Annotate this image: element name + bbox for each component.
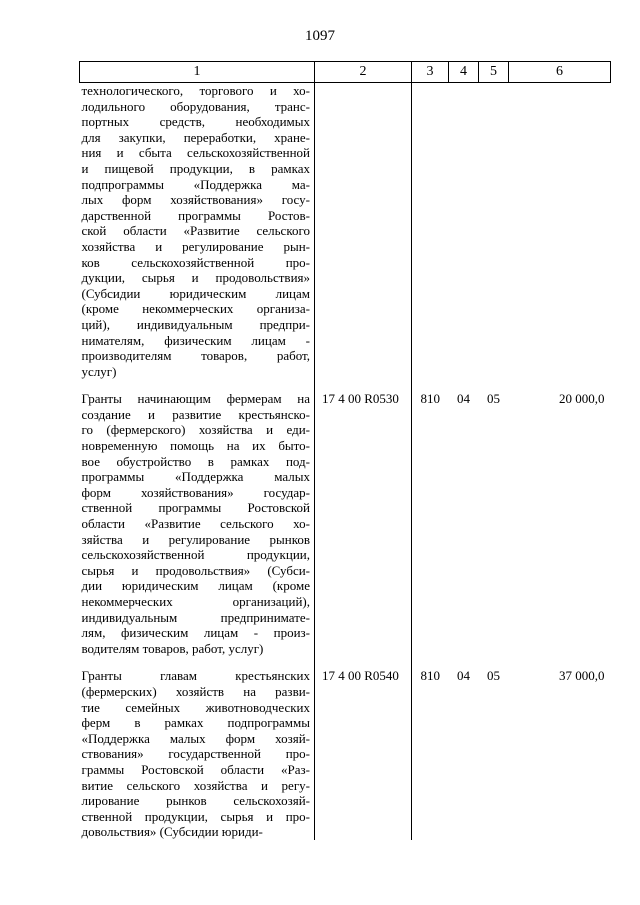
description-line: технологического, торгового и хо- <box>81 83 310 98</box>
header-cell: 1 <box>80 62 315 83</box>
description-line: Гранты главам крестьянских <box>81 668 310 684</box>
description-line: Гранты начинающим фермерам на <box>81 391 310 407</box>
description-line: услуг) <box>81 363 117 379</box>
description-line: подпрограммы «Поддержка ма- <box>81 176 310 192</box>
description-line: лям, физическим лицам - произ- <box>81 625 310 641</box>
rz-cell <box>449 83 479 380</box>
vr-cell: 810 <box>420 668 440 684</box>
budget-table <box>79 61 611 840</box>
header-cell: 3 <box>412 62 449 83</box>
description-line: ственной программы Ростовской <box>81 500 310 516</box>
description-line: ской области «Развитие сельского <box>81 223 310 239</box>
row-spacer <box>80 656 611 668</box>
description-line: программы «Поддержка малых <box>81 469 310 485</box>
description-line: производителям товаров, работ, <box>81 348 310 364</box>
description-cell <box>80 668 315 840</box>
description-cell <box>80 391 315 656</box>
description-line: форм хозяйствования» государ- <box>81 484 310 500</box>
rz-cell: 04 <box>457 668 470 684</box>
description-line: нимателям, физическим лицам - <box>81 332 310 348</box>
amount-cell: 20 000,0 <box>559 391 605 407</box>
table-row <box>80 391 611 656</box>
description-line: ственной продукции, сырья и про- <box>81 808 310 824</box>
description-line: сельскохозяйственной продукции, <box>81 547 310 563</box>
description-line: некоммерческих организаций), <box>81 594 310 609</box>
code-cell <box>315 83 412 380</box>
amount-cell: 37 000,0 <box>559 668 605 684</box>
header-cell: 5 <box>479 62 509 83</box>
pr-cell: 05 <box>487 391 500 407</box>
description-line: ствования» государственной про- <box>81 746 310 762</box>
rz-cell: 04 <box>457 391 470 407</box>
amount-cell <box>509 83 611 380</box>
description-line: для закупки, переработки, хране- <box>81 129 310 145</box>
description-line: зяйства и регулирование рынков <box>81 531 310 547</box>
description-line: ния и сбыта сельскохозяйственной <box>81 145 310 161</box>
description-line: «Поддержка малых форм хозяй- <box>81 730 310 746</box>
code-cell: 17 4 00 R0540 <box>315 668 412 840</box>
code-cell: 17 4 00 R0530 <box>315 391 412 656</box>
description-line: вое обустройство в рамках под- <box>81 453 310 469</box>
description-line: (фермерских) хозяйств на разви- <box>81 683 310 699</box>
description-line: (Субсидии юридическим лицам <box>81 285 310 301</box>
description-line: водителям товаров, работ, услуг) <box>81 640 264 656</box>
header-cell: 4 <box>449 62 479 83</box>
description-line: создание и развитие крестьянско- <box>81 406 310 422</box>
description-line: сырья и продовольствия» (Субси- <box>81 562 310 578</box>
vr-cell <box>412 83 449 380</box>
description-line: индивидуальным предпринимате- <box>81 609 310 625</box>
table-row <box>80 668 611 840</box>
description-line: (кроме некоммерческих организа- <box>81 301 310 317</box>
description-cell <box>80 83 315 380</box>
description-line: витие сельского хозяйства и регу- <box>81 777 310 793</box>
row-spacer <box>80 379 611 391</box>
description-line: хозяйства и регулирование рын- <box>81 238 310 254</box>
description-line: дукции, сырья и продовольствия» <box>81 270 310 286</box>
description-line: тие семейных животноводческих <box>81 699 310 715</box>
header-cell: 2 <box>315 62 412 83</box>
description-line: портных средств, необходимых <box>81 114 310 130</box>
description-line: го (фермерского) хозяйства и еди- <box>81 422 310 438</box>
description-line: дарственной программы Ростов- <box>81 207 310 223</box>
header-row <box>80 62 611 83</box>
pr-cell <box>479 83 509 380</box>
description-line: лодильного оборудования, транс- <box>81 98 310 114</box>
description-line: лых форм хозяйствования» госу- <box>81 192 310 208</box>
description-line: ций), индивидуальным предпри- <box>81 316 310 332</box>
table-row <box>80 83 611 380</box>
description-line: ков сельскохозяйственной про- <box>81 254 310 270</box>
description-line: ферм в рамках подпрограммы <box>81 715 310 731</box>
header-cell: 6 <box>509 62 611 83</box>
table-body <box>80 83 611 840</box>
description-line: дии юридическим лицам (кроме <box>81 578 310 594</box>
description-line: и пищевой продукции, в рамках <box>81 160 310 176</box>
description-line: довольствия» (Субсидии юриди- <box>81 824 263 840</box>
pr-cell: 05 <box>487 668 500 684</box>
description-line: лирование рынков сельскохозяй- <box>81 793 310 809</box>
vr-cell: 810 <box>420 391 440 407</box>
page-number: 1097 <box>305 28 335 44</box>
description-line: области «Развитие сельского хо- <box>81 516 310 532</box>
description-line: граммы Ростовской области «Раз- <box>81 761 310 777</box>
description-line: новременную помощь на их быто- <box>81 438 310 454</box>
